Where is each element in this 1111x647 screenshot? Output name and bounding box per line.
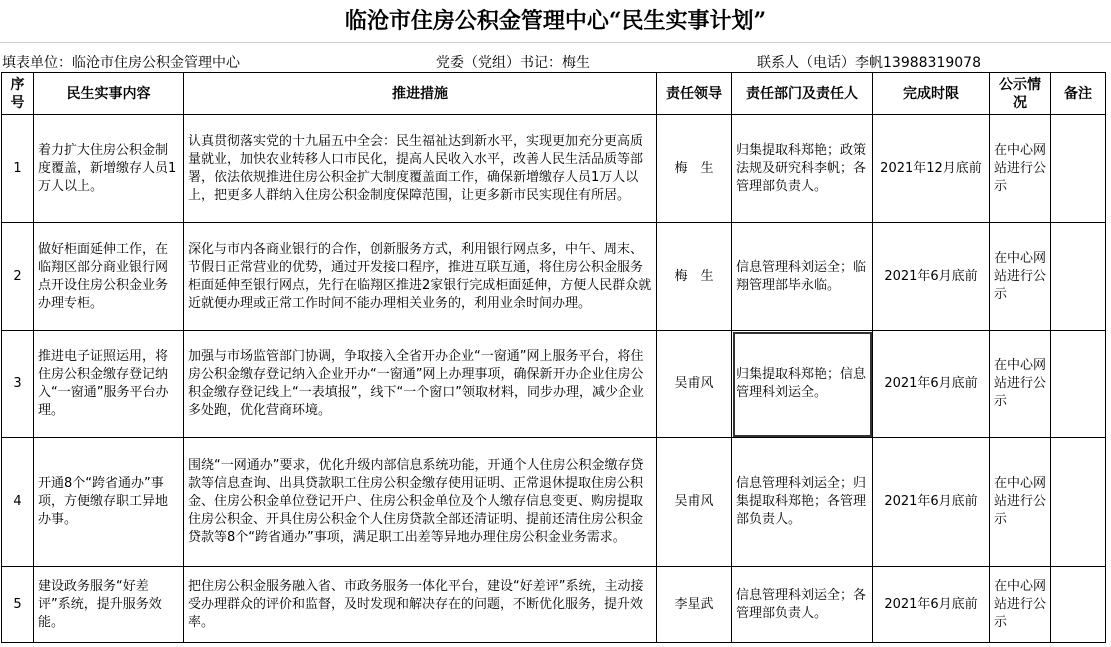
cell-deadline: 2021年6月底前 [873,331,990,438]
cell-remark [1051,223,1106,331]
table-row [2,115,1106,223]
cell-publicity: 在中心网站进行公示 [990,223,1051,331]
cell-remark [1051,331,1106,438]
header-row [2,73,1106,115]
table-row [2,331,1106,438]
filling-unit: 填表单位：临沧市住房公积金管理中心 [2,55,240,71]
cell-remark [1051,115,1106,223]
cell-content: 推进电子证照运用，将住房公积金缴存登记纳入“一窗通”服务平台办理。 [34,331,184,438]
cell-no: 4 [2,438,34,567]
cell-content: 建设政务服务“好差评”系统，提升服务效能。 [34,567,184,643]
cell-no: 5 [2,567,34,643]
header-measures: 推进措施 [184,73,657,115]
cell-content: 开通8个“跨省通办”事项，方便缴存职工异地办事。 [34,438,184,567]
header-remark: 备注 [1051,73,1106,115]
cell-measures: 把住房公积金服务融入省、市政务服务一体化平台，建设“好差评”系统，主动接受办理群众的评价和监督，及时发现和解决存在的问题，不断优化服务，提升效率。 [184,567,657,643]
cell-measures: 围绕“一网通办”要求，优化升级内部信息系统功能，开通个人住房公积金缴存贷款等信息查询、出具贷款职工住房公积金缴存使用证明、正常退休提取住房公积金、住房公积金单位登记开户、住房公积金单位及个人缴存信息变更、购房提取住房公积金、开具住房公积金个人住房贷款全部还清证明、提前还清住房公积金贷款等8个“跨省通办”事项，满足职工出差等异地办理住房公积金业务需求。 [184,438,657,567]
cell-publicity: 在中心网站进行公示 [990,567,1051,643]
cell-leader: 李星武 [657,567,732,643]
cell-publicity: 在中心网站进行公示 [990,115,1051,223]
table-row [2,223,1106,331]
header-deadline: 完成时限 [873,73,990,115]
cell-remark [1051,567,1106,643]
cell-content: 着力扩大住房公积金制度覆盖，新增缴存人员1万人以上。 [34,115,184,223]
cell-measures: 深化与市内各商业银行的合作，创新服务方式，利用银行网点多，中午、周末、节假日正常营业的优势，通过开发接口程序，推进互联互通，将住房公积金服务柜面延伸至银行网点，先行在临翔区推进2家银行完成柜面延伸，方便人民群众就近就便办理或正常工作时间不能办理相关业务的，利用业余时间办理。 [184,223,657,331]
header-no: 序号 [2,73,34,115]
cell-dept: 信息管理科刘运全；各管理部负责人。 [732,567,873,643]
cell-deadline: 2021年6月底前 [873,438,990,567]
cell-publicity: 在中心网站进行公示 [990,438,1051,567]
cell-deadline: 2021年6月底前 [873,223,990,331]
contact-person: 联系人（电话）李帆13988319078 [757,55,981,71]
header-publicity: 公示情况 [990,73,1051,115]
cell-leader: 梅 生 [657,223,732,331]
cell-deadline: 2021年6月底前 [873,567,990,643]
title-divider [0,42,1111,43]
table-row [2,567,1106,643]
document-title: 临沧市住房公积金管理中心“民生实事计划” [344,8,767,34]
cell-measures: 认真贯彻落实党的十九届五中全会：民生福祉达到新水平，实现更加充分更高质量就业，加快农业转移人口市民化，提高人民收入水平，改善人民生活品质等部署，依法依规推进住房公积金扩大制度覆盖面工作，确保新增缴存人员1万人以上，把更多人群纳入住房公积金制度保障范围，让更多新市民实现住有所居。 [184,115,657,223]
cell-deadline: 2021年12月底前 [873,115,990,223]
party-secretary: 党委（党组）书记：梅生 [436,55,590,71]
cell-leader: 吴甫风 [657,438,732,567]
cell-dept: 信息管理科刘运全；归集提取科郑艳；各管理部负责人。 [732,438,873,567]
cell-dept-selected[interactable]: 归集提取科郑艳；信息管理科刘运全。 [732,331,873,438]
cell-dept: 归集提取科郑艳；政策法规及研究科李帆；各管理部负责人。 [732,115,873,223]
table-row [2,438,1106,567]
cell-publicity: 在中心网站进行公示 [990,331,1051,438]
cell-leader: 梅 生 [657,115,732,223]
header-leader: 责任领导 [657,73,732,115]
plan-table [1,72,1106,643]
cell-content: 做好柜面延伸工作，在临翔区部分商业银行网点开设住房公积金业务办理专柜。 [34,223,184,331]
cell-no: 3 [2,331,34,438]
cell-dept: 信息管理科刘运全；临翔管理部毕永临。 [732,223,873,331]
cell-leader: 吴甫风 [657,331,732,438]
header-content: 民生实事内容 [34,73,184,115]
cell-no: 2 [2,223,34,331]
header-dept: 责任部门及责任人 [732,73,873,115]
cell-no: 1 [2,115,34,223]
cell-remark [1051,438,1106,567]
cell-measures: 加强与市场监管部门协调，争取接入全省开办企业“一窗通”网上服务平台，将住房公积金缴存登记纳入企业开办“一窗通”网上办理事项，确保新开办企业住房公积金缴存登记线上“一表填报”，线下“一个窗口”领取材料，同步办理，减少企业多处跑，优化营商环境。 [184,331,657,438]
